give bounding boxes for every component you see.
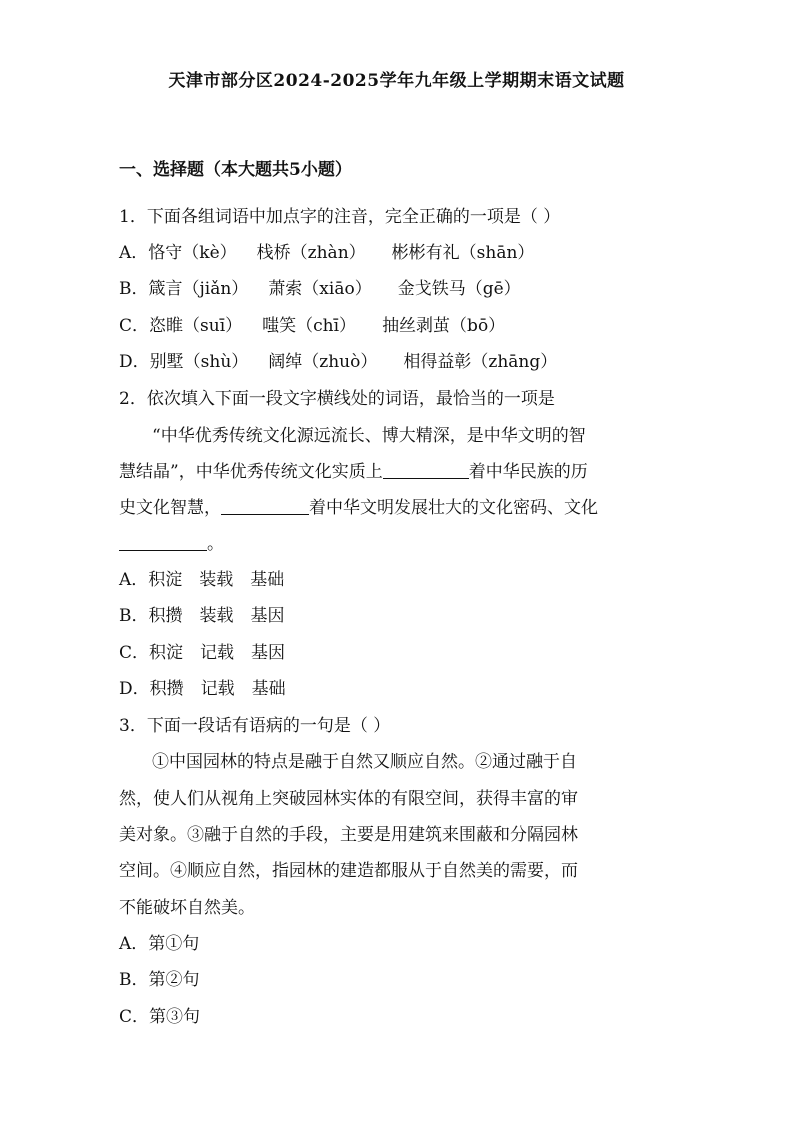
option-word-3: 相得益彰（zhāng） [403, 352, 558, 372]
option-letter: C． [119, 316, 150, 336]
q2-option-d: D．积攒 记载 基础 [119, 679, 286, 699]
passage-text: 慧结晶”，中华优秀传统文化实质上 [119, 462, 383, 482]
q2-option-a: A．积淀 装载 基础 [119, 570, 285, 590]
option-word-1: 恣睢（suī） [149, 316, 243, 336]
q2-passage-line-4 [119, 532, 224, 556]
option-word-2: 嗤笑（chī） [262, 316, 357, 336]
q1-stem: 1．下面各组词语中加点字的注音，完全正确的一项是（ ） [119, 207, 561, 227]
option-word-3: 彬彬有礼（shān） [391, 243, 535, 263]
q2-passage-line-2 [119, 460, 588, 484]
q1-option-c [119, 314, 505, 338]
option-letter: D． [119, 352, 150, 372]
option-word-2: 栈桥（zhàn） [256, 243, 366, 263]
q2-option-b: B．积攒 装载 基因 [119, 606, 285, 626]
q2-passage-line-1: “中华优秀传统文化源远流长、博大精深，是中华文明的智 [152, 426, 586, 446]
q3-passage-line-4: 空间。④顺应自然，指园林的建造都服从于自然美的需要，而 [119, 861, 578, 881]
q3-option-b: B．第②句 [119, 970, 200, 990]
option-letter: B． [119, 279, 149, 299]
option-word-3: 抽丝剥茧（bō） [382, 316, 506, 336]
q2-stem: 2．依次填入下面一段文字横线处的词语，最恰当的一项是 [119, 389, 555, 409]
q1-option-a [119, 241, 534, 265]
option-word-1: 恪守（kè） [148, 243, 237, 263]
q2-passage-line-3 [119, 496, 598, 520]
fill-blank-1 [383, 461, 469, 479]
passage-text: 着中华文明发展壮大的文化密码、文化 [309, 498, 598, 518]
option-word-3: 金戈铁马（gē） [397, 279, 521, 299]
option-word-1: 别墅（shù） [149, 352, 249, 372]
q3-stem: 3．下面一段话有语病的一句是（ ） [119, 716, 391, 736]
passage-text: 。 [207, 534, 224, 554]
q1-option-d [119, 350, 557, 374]
q3-option-c: C．第③句 [119, 1007, 201, 1027]
fill-blank-3 [119, 533, 207, 551]
option-word-2: 萧索（xiāo） [268, 279, 372, 299]
q2-option-c: C．积淀 记载 基因 [119, 643, 286, 663]
q3-passage-line-2: 然，使人们从视角上突破园林实体的有限空间，获得丰富的审 [119, 789, 578, 809]
section-heading: 一、选择题（本大题共5小题） [119, 160, 352, 180]
option-word-1: 箴言（jiǎn） [148, 279, 249, 299]
passage-text: 着中华民族的历 [468, 462, 588, 482]
q3-passage-line-1: ①中国园林的特点是融于自然又顺应自然。②通过融于自 [152, 752, 577, 772]
option-letter: A． [119, 243, 149, 263]
q3-option-a: A．第①句 [119, 934, 200, 954]
q1-option-b [119, 277, 521, 301]
passage-text: 史文化智慧， [119, 498, 221, 518]
option-word-2: 阔绰（zhuò） [268, 352, 378, 372]
fill-blank-2 [221, 497, 309, 515]
q3-passage-line-3: 美对象。③融于自然的手段，主要是用建筑来围蔽和分隔园林 [119, 825, 578, 845]
q3-passage-line-5: 不能破坏自然美。 [119, 898, 255, 918]
page-title: 天津市部分区2024-2025学年九年级上学期期末语文试题 [168, 71, 625, 91]
